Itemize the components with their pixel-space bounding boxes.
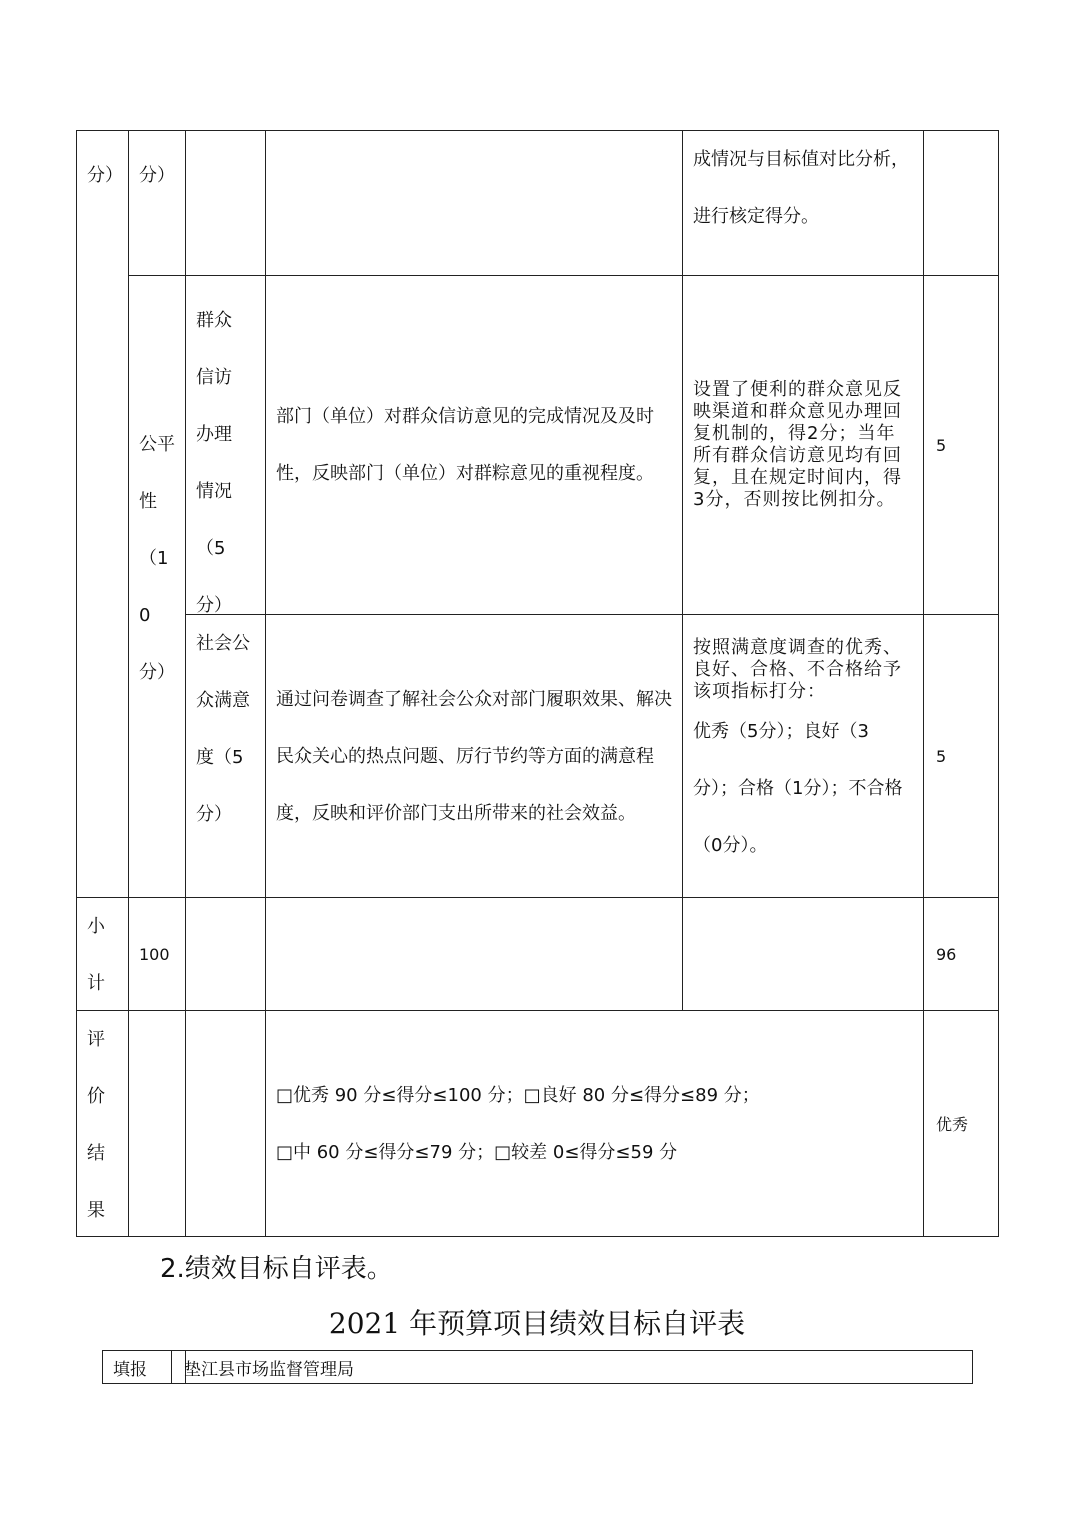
cell-empty xyxy=(682,897,924,1011)
description-text: 通过问卷调查了解社会公众对部门履职效果、解决民众关心的热点问题、厉行节约等方面的满意程度，反映和评价部门支出所带来的社会效益。 xyxy=(276,688,672,824)
form-value: 垫江县市场监督管理局 xyxy=(171,1350,973,1384)
section-heading: 2.绩效目标自评表。 xyxy=(160,1254,393,1284)
cell-scoring: 成情况与目标值对比分析，进行核定得分。 xyxy=(682,130,924,276)
cell-empty xyxy=(265,897,683,1011)
cell-fairness: 公平性（10分） xyxy=(128,275,186,898)
evaluation-options xyxy=(265,1010,924,1237)
cell-empty xyxy=(185,1010,266,1237)
cell-empty xyxy=(128,1010,186,1237)
cell-description xyxy=(265,614,683,898)
subtotal-result: 96 xyxy=(923,897,999,1011)
description-text: 部门（单位）对群众信访意见的完成情况及及时性，反映部门（单位）对群粽意见的重视程度。 xyxy=(276,406,654,484)
scoring-text: 按照满意度调查的优秀、良好、合格、不合格给予该项指标打分： xyxy=(693,637,902,702)
cell-scoring xyxy=(682,614,924,898)
cell-empty xyxy=(185,130,266,276)
form-title: 2021 年预算项目绩效目标自评表 xyxy=(328,1307,746,1340)
evaluation-line: □中 60 分≤得分≤79 分；□较差 0≤得分≤59 分 xyxy=(276,1141,678,1163)
cell-indicator: 群众信访办理情况（5分） xyxy=(185,275,266,615)
cell-empty xyxy=(185,897,266,1011)
evaluation-label: 评价结果 xyxy=(76,1010,129,1237)
cell-description xyxy=(265,275,683,615)
scoring-text: 设置了便利的群众意见反映渠道和群众意见办理回复机制的，得2分；当年所有群众信访意见均有回复，且在规定时间内，得3分，否则按比例扣分。 xyxy=(693,379,902,510)
cell-score: 5 xyxy=(923,275,999,615)
cell-category: 分） xyxy=(76,130,129,898)
subtotal-score: 100 xyxy=(128,897,186,1011)
cell-empty xyxy=(923,130,999,276)
cell-empty xyxy=(265,130,683,276)
cell-indicator: 社会公众满意度（5分） xyxy=(185,614,266,898)
cell-subcategory: 分） xyxy=(128,130,186,276)
cell-score: 5 xyxy=(923,614,999,898)
form-label: 填报 xyxy=(102,1350,186,1384)
subtotal-label: 小计 xyxy=(76,897,129,1011)
evaluation-line: □优秀 90 分≤得分≤100 分；□良好 80 分≤得分≤89 分； xyxy=(276,1084,760,1106)
evaluation-result: 优秀 xyxy=(923,1010,999,1237)
scoring-options: 优秀（5分）；良好（3分）；合格（1分）；不合格（0分）。 xyxy=(693,721,903,856)
cell-scoring xyxy=(682,275,924,615)
